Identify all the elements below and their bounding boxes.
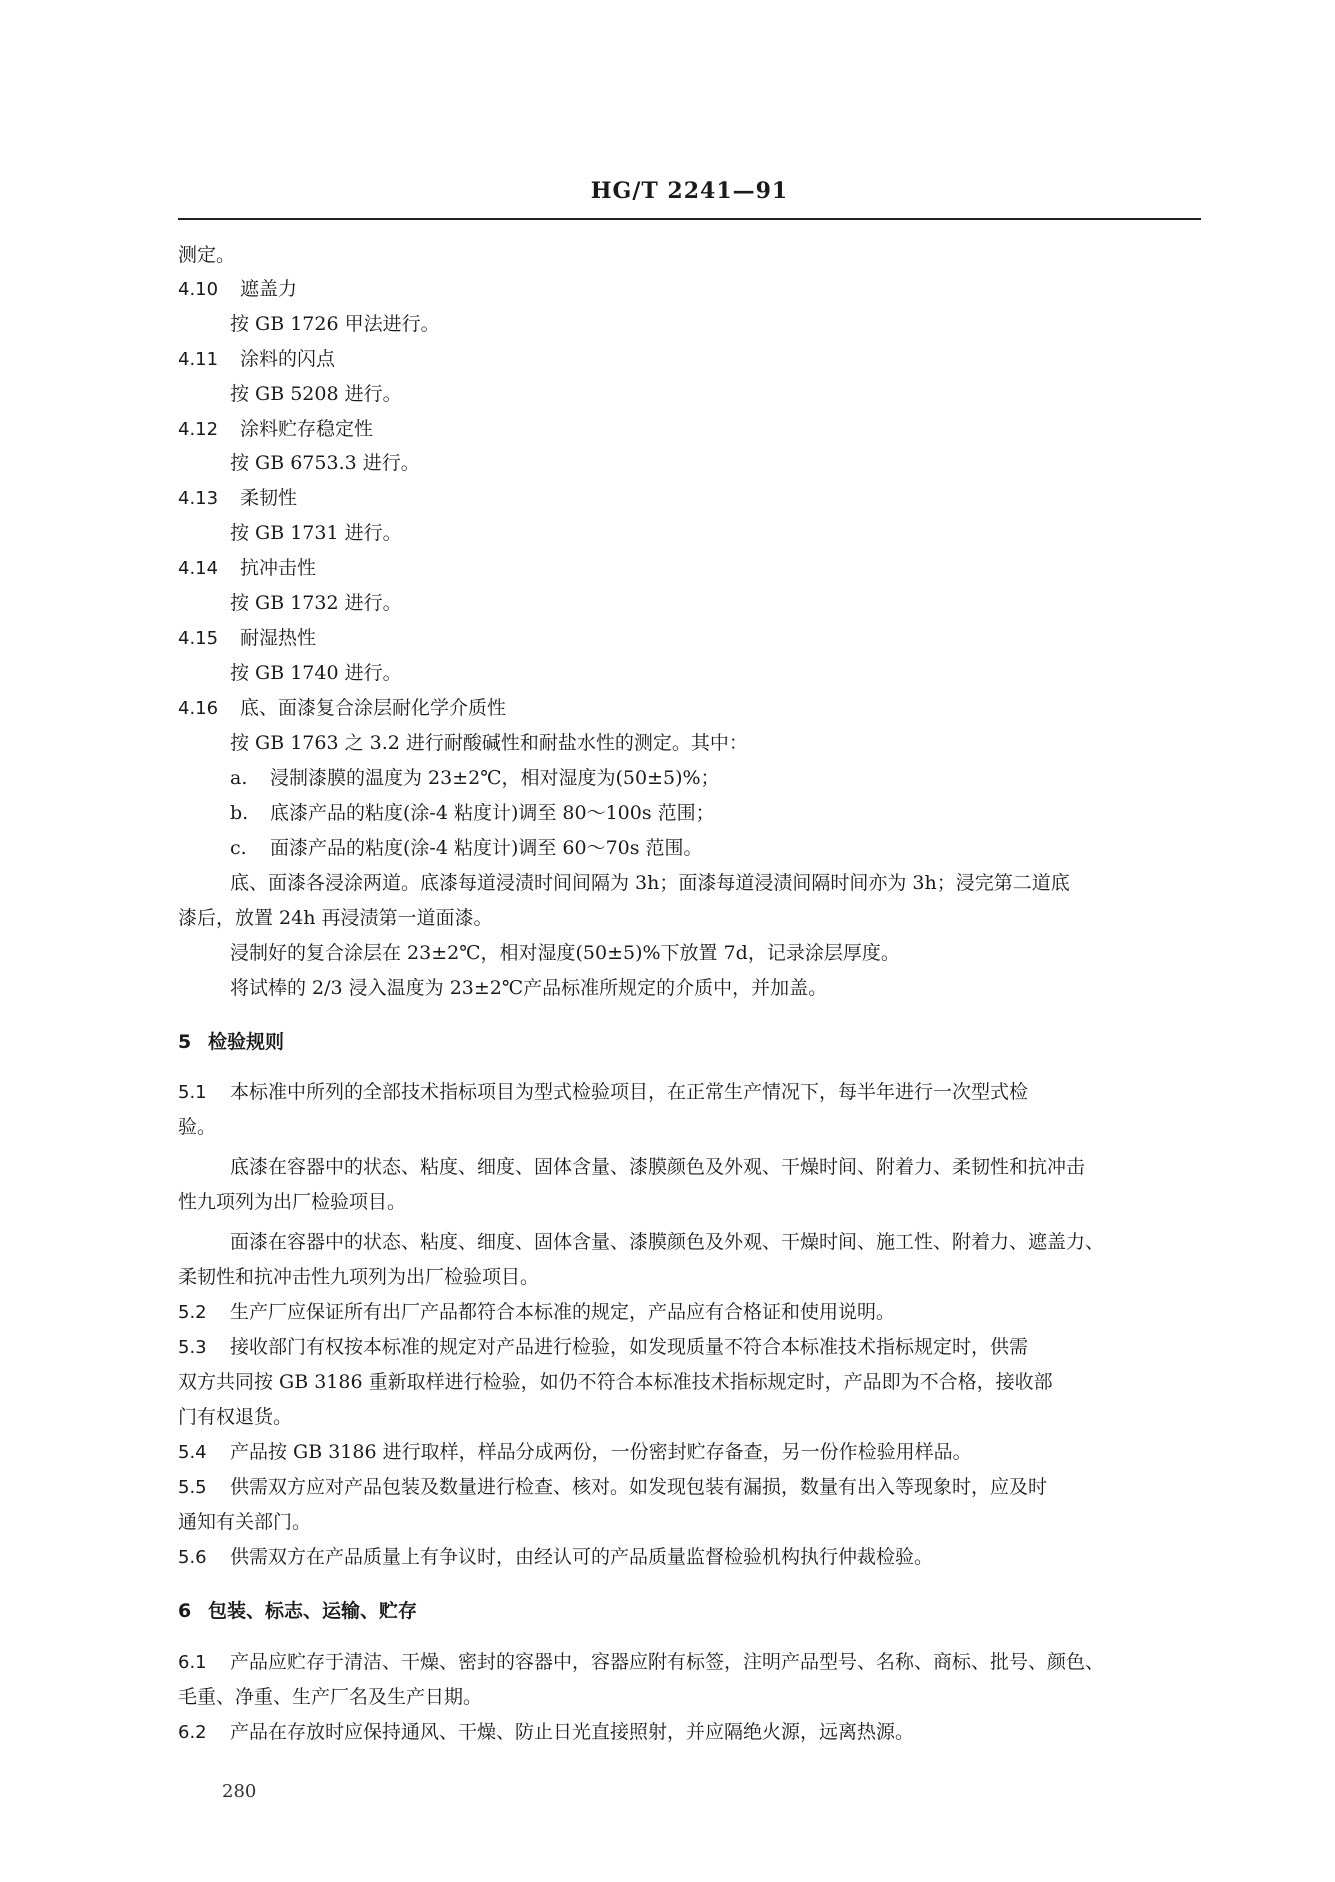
- text-line: 底、面漆各浸涂两道。底漆每道浸渍时间间隔为 3h；面漆每道浸渍间隔时间亦为 3h；浸完第二道底: [230, 872, 1070, 894]
- clause: [178, 1545, 933, 1570]
- list-marker: c.: [230, 837, 247, 859]
- text-line: 双方共同按 GB 3186 重新取样进行检验，如仍不符合本标准技术指标规定时，产品即为不合格，接收部: [178, 1371, 1053, 1393]
- text-line: 漆后，放置 24h 再浸渍第一道面漆。: [178, 907, 493, 929]
- clause-number: 5.1: [178, 1082, 207, 1103]
- text-line: 验。: [178, 1116, 217, 1138]
- text-line: 按 GB 1763 之 3.2 进行耐酸碱性和耐盐水性的测定。其中：: [230, 732, 748, 754]
- section-number: 4.13: [178, 488, 219, 509]
- section-title: 涂料贮存稳定性: [240, 418, 374, 440]
- section-title: 底、面漆复合涂层耐化学介质性: [240, 697, 507, 719]
- text-line: 将试棒的 2/3 浸入温度为 23±2℃产品标准所规定的介质中，并加盖。: [230, 977, 828, 999]
- clause-text: 供需双方在产品质量上有争议时，由经认可的产品质量监督检验机构执行仲裁检验。: [230, 1546, 934, 1568]
- section-heading: [178, 626, 316, 651]
- clause-number: 6.1: [178, 1652, 207, 1673]
- clause: [178, 1300, 895, 1325]
- text-line: 按 GB 1732 进行。: [230, 592, 402, 614]
- clause: [178, 1440, 972, 1465]
- text-line: 按 GB 5208 进行。: [230, 383, 402, 405]
- clause-text: 接收部门有权按本标准的规定对产品进行检验，如发现质量不符合本标准技术指标规定时，供需: [230, 1336, 1029, 1358]
- section-number: 4.14: [178, 558, 219, 579]
- chapter-number: 5: [178, 1031, 192, 1053]
- clause: [178, 1475, 1047, 1500]
- chapter-title: 检验规则: [208, 1031, 285, 1053]
- page-number: 280: [222, 1781, 257, 1802]
- clause-number: 5.5: [178, 1477, 207, 1498]
- section-number: 4.11: [178, 349, 219, 370]
- chapter-heading: [178, 1599, 417, 1623]
- clause: [178, 1335, 1028, 1360]
- section-title: 遮盖力: [240, 278, 298, 300]
- clause-text: 本标准中所列的全部技术指标项目为型式检验项目，在正常生产情况下，每半年进行一次型式检: [230, 1081, 1029, 1103]
- clause-number: 5.3: [178, 1337, 207, 1358]
- list-text: 底漆产品的粘度(涂-4 粘度计)调至 80～100s 范围；: [270, 802, 715, 824]
- text-line: 浸制好的复合涂层在 23±2℃，相对湿度(50±5)%下放置 7d，记录涂层厚度。: [230, 942, 900, 964]
- chapter-title: 包装、标志、运输、贮存: [208, 1600, 418, 1622]
- clause-number: 5.4: [178, 1442, 207, 1463]
- text-line: 按 GB 1731 进行。: [230, 522, 402, 544]
- list-text: 面漆产品的粘度(涂-4 粘度计)调至 60～70s 范围。: [270, 837, 703, 859]
- clause-text: 产品在存放时应保持通风、干燥、防止日光直接照射，并应隔绝火源，远离热源。: [230, 1721, 915, 1743]
- list-item: [230, 766, 720, 790]
- section-heading: [178, 347, 335, 372]
- list-item: [230, 801, 715, 825]
- section-heading: [178, 696, 506, 721]
- list-text: 浸制漆膜的温度为 23±2℃，相对湿度为(50±5)%；: [270, 767, 720, 789]
- clause: [178, 1080, 1028, 1105]
- clause-number: 6.2: [178, 1722, 207, 1743]
- list-marker: a.: [230, 767, 248, 789]
- text-line: 性九项列为出厂检验项目。: [178, 1191, 407, 1213]
- clause-text: 产品按 GB 3186 进行取样，样品分成两份，一份密封贮存备查，另一份作检验用样品。: [230, 1441, 972, 1463]
- text-line: 按 GB 6753.3 进行。: [230, 452, 420, 474]
- section-number: 4.12: [178, 419, 219, 440]
- list-marker: b.: [230, 802, 249, 824]
- text-line: 毛重、净重、生产厂名及生产日期。: [178, 1686, 483, 1708]
- text-line: 柔韧性和抗冲击性九项列为出厂检验项目。: [178, 1266, 540, 1288]
- chapter-heading: [178, 1030, 284, 1054]
- section-number: 4.15: [178, 628, 219, 649]
- section-heading: [178, 486, 297, 511]
- section-heading: [178, 417, 373, 442]
- section-title: 柔韧性: [240, 487, 298, 509]
- header-rule: [178, 218, 1201, 220]
- list-item: [230, 836, 703, 860]
- text-line: 通知有关部门。: [178, 1511, 312, 1533]
- section-title: 抗冲击性: [240, 557, 317, 579]
- chapter-number: 6: [178, 1600, 192, 1622]
- text-line: 按 GB 1740 进行。: [230, 662, 402, 684]
- clause-text: 供需双方应对产品包装及数量进行检查、核对。如发现包装有漏损，数量有出入等现象时，应及时: [230, 1476, 1048, 1498]
- clause-number: 5.6: [178, 1547, 207, 1568]
- clause: [178, 1650, 1104, 1675]
- section-title: 涂料的闪点: [240, 348, 336, 370]
- section-number: 4.10: [178, 279, 219, 300]
- clause-number: 5.2: [178, 1302, 207, 1323]
- text-line: 按 GB 1726 甲法进行。: [230, 313, 440, 335]
- text-line: 门有权退货。: [178, 1406, 293, 1428]
- section-heading: [178, 277, 297, 302]
- clause-text: 生产厂应保证所有出厂产品都符合本标准的规定，产品应有合格证和使用说明。: [230, 1301, 896, 1323]
- text-line: 底漆在容器中的状态、粘度、细度、固体含量、漆膜颜色及外观、干燥时间、附着力、柔韧性和抗冲击: [230, 1156, 1086, 1178]
- clause-text: 产品应贮存于清洁、干燥、密封的容器中，容器应附有标签，注明产品型号、名称、商标、批号、颜色、: [230, 1651, 1105, 1673]
- section-title: 耐湿热性: [240, 627, 317, 649]
- page-header: HG/T 2241—91: [590, 178, 789, 204]
- text-line: 测定。: [178, 244, 236, 266]
- section-heading: [178, 556, 316, 581]
- clause: [178, 1720, 914, 1745]
- section-number: 4.16: [178, 698, 219, 719]
- text-line: 面漆在容器中的状态、粘度、细度、固体含量、漆膜颜色及外观、干燥时间、施工性、附着力、遮盖力、: [230, 1231, 1105, 1253]
